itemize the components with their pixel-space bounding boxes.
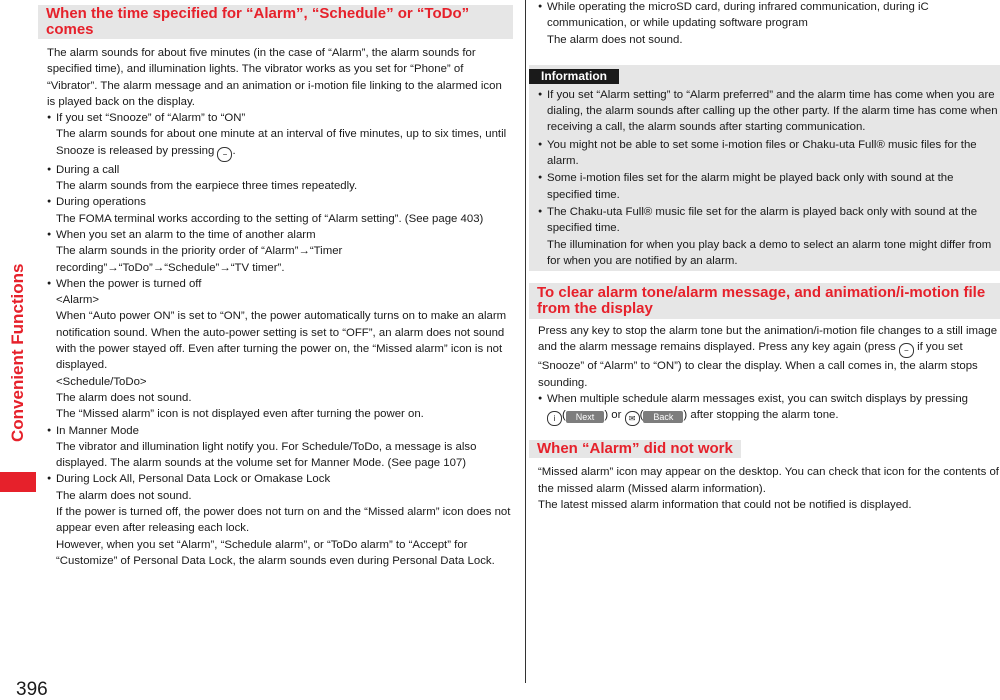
schedule-power-off-body1: The alarm does not sound. <box>56 391 192 404</box>
mail-key-icon: ✉ <box>625 411 640 426</box>
manner-mode-lead: ● In Manner Mode <box>47 423 513 439</box>
section-heading-clear-alarm: To clear alarm tone/alarm message, and animation/i-motion file from the display <box>529 283 1000 319</box>
snooze-body: The alarm sounds for about one minute at an interval of five minutes, up to six times, until Snooze is released by pressing − . <box>47 126 513 161</box>
same-time-body: The alarm sounds in the priority order of “Alarm”→“Timer recording”→“ToDo”→“Schedule”→“TV timer”. <box>56 245 343 274</box>
lock-lead: ● During Lock All, Personal Data Lock or Omakase Lock <box>47 471 513 487</box>
left-column <box>47 5 513 569</box>
snooze-lead: ● If you set “Snooze” of “Alarm” to “ON” <box>47 110 513 126</box>
alarm-power-off-body: When “Auto power ON” is set to “ON”, the power automatically turns on to make an alarm notification sound. When the auto-power setting is set to “OFF”, an alarm does not sound with the power stayed off. Even after turning the power on, the “Missed alarm” icon is not displayed. <box>56 310 507 372</box>
same-time-lead: ● When you set an alarm to the time of another alarm <box>47 227 513 243</box>
during-call-lead: ● During a call <box>47 162 513 178</box>
not-work-paragraph-2: The latest missed alarm information that could not be notified is displayed. <box>538 498 912 511</box>
not-work-paragraph-1: “Missed alarm” icon may appear on the desktop. You can check that icon for the contents of the missed alarm (Missed alarm information). <box>538 466 999 495</box>
switch-display-lead: ● When multiple schedule alarm messages exist, you can switch displays by pressing <box>538 391 1000 407</box>
microsd-item <box>538 0 1000 48</box>
end-key-icon: − <box>217 147 232 162</box>
clear-paragraph: Press any key to stop the alarm tone but the animation/i-motion file changes to a still image and the alarm message remains displayed. Press any key again (press − if you set “Snooze” of “Alarm” to “ON”) to clear the display. When a call comes in, the alarm stops sounding. <box>538 325 998 389</box>
lock-item <box>47 471 513 569</box>
snooze-item <box>47 110 513 162</box>
schedule-todo-tag: <Schedule/ToDo> <box>56 375 147 388</box>
schedule-power-off-body2: The “Missed alarm” icon is not displayed even after turning the power on. <box>56 408 424 421</box>
back-softkey: Back <box>643 411 683 423</box>
power-off-item <box>47 276 513 423</box>
info-item-4: ● The Chaku-uta Full® music file set for the alarm is played back only with sound at the specified time. The illumination for when you play back a demo to select an alarm tone might differ from for when you are notified by an alarm. <box>538 204 998 269</box>
lock-body3: However, when you set “Alarm”, “Schedule alarm”, or “ToDo alarm” to “Accept” for “Customize” of Personal Data Lock, the alarm sounds even during Personal Data Lock. <box>56 538 495 567</box>
manner-mode-body: The vibrator and illumination light notify you. For Schedule/ToDo, a message is also displayed. The alarm sounds at the volume set for Manner Mode. (See page 107) <box>56 440 477 470</box>
chapter-marker <box>0 472 36 492</box>
alarm-tag: <Alarm> <box>56 294 100 307</box>
same-time-item <box>47 227 513 276</box>
info-item-1: ● If you set “Alarm setting” to “Alarm preferred” and the alarm time has come when you are dialing, the alarm sounds after calling up the other party. If the alarm time has come when receiving a call, the alarm sounds after starting communication. <box>538 87 998 136</box>
during-operations-item <box>47 194 513 227</box>
right-column <box>538 0 1000 513</box>
column-divider <box>525 0 526 683</box>
information-tag: Information <box>529 69 619 84</box>
switch-display-keys: i ( Next ) or ✉ ( Back ) after stopping the alarm tone. <box>538 407 1000 426</box>
power-off-lead: ● When the power is turned off <box>47 276 513 292</box>
intro-paragraph: The alarm sounds for about five minutes (in the case of “Alarm”, the alarm sounds for specified time), and illumination lights. The vibrator works as you set for “Phone” of “Vibrator”. The alarm message and an animation or i-motion file linking to the alarmed icon is played back on the display. <box>47 47 502 108</box>
during-operations-lead: ● During operations <box>47 194 513 210</box>
chapter-side-tab <box>0 0 36 699</box>
i-mode-key-icon: i <box>547 411 562 426</box>
manner-mode-item <box>47 423 513 472</box>
page-number: 396 <box>16 679 48 700</box>
chapter-label: Convenient Functions <box>8 263 27 442</box>
info-item-2: ● You might not be able to set some i-motion files or Chaku-uta Full® music files for the alarm. <box>538 137 998 170</box>
next-softkey: Next <box>566 411 605 423</box>
switch-display-item <box>538 391 1000 426</box>
information-box <box>529 65 1000 271</box>
during-call-body: The alarm sounds from the earpiece three times repeatedly. <box>56 180 358 193</box>
info-item-3: ● Some i-motion files set for the alarm might be played back only with sound at the specified time. <box>538 170 998 203</box>
end-key-icon: − <box>899 343 914 358</box>
microsd-body: The alarm does not sound. <box>547 33 683 46</box>
lock-body2: If the power is turned off, the power does not turn on and the “Missed alarm” icon does not appear even after releasing each lock. <box>56 506 511 535</box>
section-heading-alarm-not-work: When “Alarm” did not work <box>529 440 741 458</box>
section-heading-alarm-comes: When the time specified for “Alarm”, “Schedule” or “ToDo” comes <box>38 5 513 39</box>
during-call-item <box>47 162 513 195</box>
during-operations-body: The FOMA terminal works according to the setting of “Alarm setting”. (See page 403) <box>56 212 484 225</box>
microsd-lead: ● While operating the microSD card, during infrared communication, during iC communication, or while updating software program <box>538 0 1000 32</box>
lock-body1: The alarm does not sound. <box>56 489 192 502</box>
